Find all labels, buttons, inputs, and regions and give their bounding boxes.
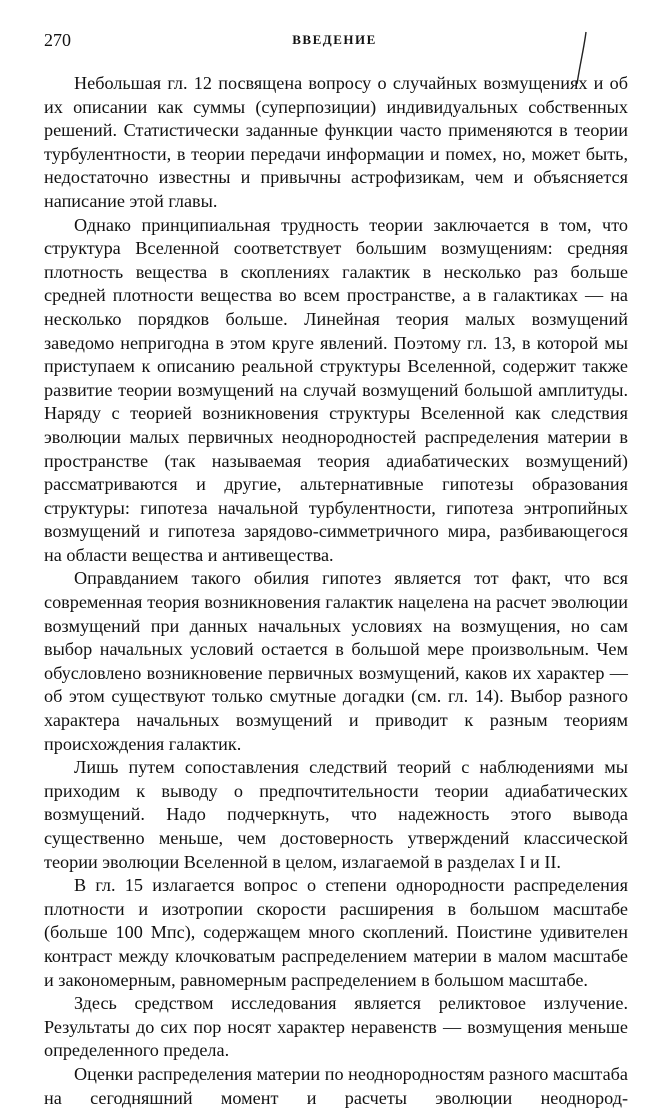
- paragraph-random-perturbations: Небольшая гл. 12 посвящена вопросу о случайных возмущениях и об их описании как суммы (суперпозиции) индивидуальных собственных решений. Статистически заданные функции часто применяются в теории турбулентности, в теории передачи информации и помех, но, может быть, недостаточно известны и привычны астрофизикам, чем и объясняется написание этой главы.: [44, 73, 628, 211]
- body-text: [44, 72, 628, 1110]
- paragraph-homogeneity: В гл. 15 излагается вопрос о степени однородности распределения плотности и изотропии скорости расширения в большом масштабе (больше 100 Мпс), содержащем много скоплений. Поистине удивителен контраст между клочковатым распределением материи в малом масштабе и закономерным, равномерным распределением в большом масштабе.: [44, 875, 628, 990]
- paragraph-estimates: Оценки распределения материи по неоднородностям разного масштаба на сегодняшний момент и расчеты эволюции неоднород-: [44, 1063, 628, 1108]
- paragraph-adiabatic-conclusion: Лишь путем сопоставления следствий теорий с наблюдениями мы приходим к выводу о предпочтительности теории адиабатических возмущений. Надо подчеркнуть, что надежность этого вывода существенно меньше, чем достоверность утверждений классической теории эволюции Вселенной в целом, излагаемой в разделах I и II.: [44, 757, 628, 872]
- page-number: 270: [44, 30, 71, 50]
- paragraph-relic-radiation: Здесь средством исследования является реликтовое излучение. Результаты до сих пор носят характер неравенств — возмущения меньше определенного предела.: [44, 993, 628, 1061]
- paragraph-hypotheses: Оправданием такого обилия гипотез является тот факт, что вся современная теория возникновения галактик нацелена на расчет эволюции возмущений при данных начальных условиях на возмущения, но сам выбор начальных условий остается в большой мере произвольным. Чем обусловлено возникновение первичных возмущений, каков их характер — об этом существуют только смутные догадки (см. гл. 14). Выбор разного характера начальных возмущений и приводит к разным теориям происхождения галактик.: [44, 568, 628, 754]
- paragraph-large-perturbations: Однако принципиальная трудность теории заключается в том, что структура Вселенной соответствует большим возмущениям: средняя плотность вещества в скоплениях галактик в несколько раз больше средней плотности вещества во всем пространстве, а в галактиках — на несколько порядков больше. Линейная теория малых возмущений заведомо непригодна в этом круге явлений. Поэтому гл. 13, в которой мы приступаем к описанию реальной структуры Вселенной, содержит также развитие теории возмущений на случай возмущений большой амплитуды. Наряду с теорией возникновения структуры Вселенной как следствия эволюции малых первичных неоднородностей распределения материи в пространстве (так называемая теория адиабатических возмущений) рассматриваются и другие, альтернативные гипотезы образования структуры: гипотеза начальной турбулентности, гипотеза энтропийных возмущений и гипотеза зарядово-симметричного мира, разбивающегося на области вещества и антивещества.: [44, 214, 628, 565]
- running-head: ВВЕДЕНИЕ: [292, 32, 377, 47]
